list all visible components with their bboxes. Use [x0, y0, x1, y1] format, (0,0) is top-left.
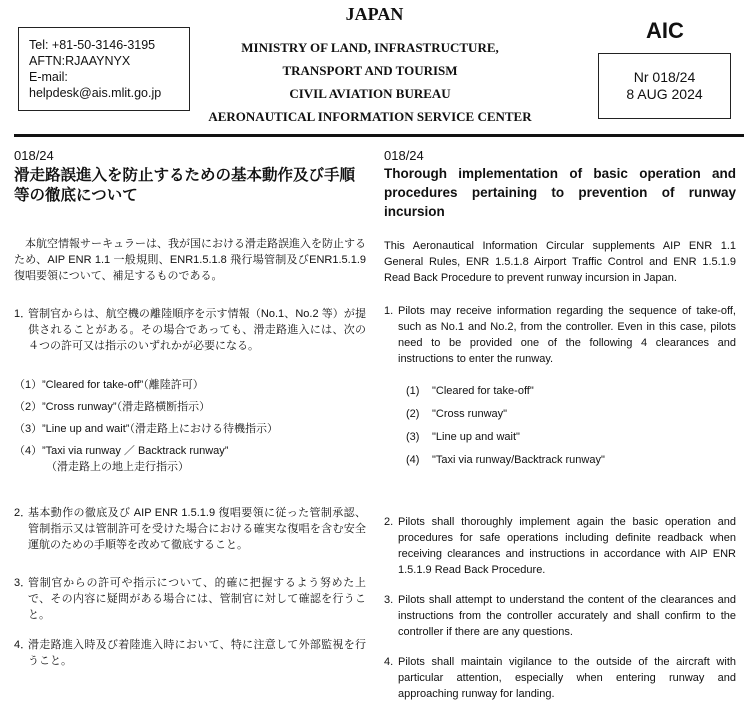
item-number: 3.	[384, 594, 394, 606]
ministry-line: AERONAUTICAL INFORMATION SERVICE CENTER	[208, 109, 532, 124]
item-1-ja	[14, 306, 366, 354]
contact-tel: Tel: +81-50-3146-3195	[29, 38, 156, 52]
item-text: Pilots shall maintain vigilance to the outside of the aircraft with particular attention, especially when entering runway and approaching runway for landing.	[398, 656, 736, 700]
aic-date: 8 AUG 2024	[626, 86, 703, 102]
item-number: 2.	[384, 516, 394, 528]
aic-number-box	[598, 53, 731, 119]
clearance-item-en	[384, 429, 736, 445]
clearance-text: "Cross runway"	[432, 408, 508, 420]
item-number: 2．	[14, 507, 32, 519]
item-number: 4．	[14, 639, 32, 651]
issuing-authority	[200, 36, 540, 128]
item-1-en	[384, 303, 736, 367]
doc-type: AIC	[646, 18, 684, 43]
item-3-en	[384, 592, 736, 640]
item-number: 4.	[384, 656, 394, 668]
clearance-text: ”Taxi via runway ／ Backtrack runway”	[42, 445, 229, 457]
clearance-number: （4）	[14, 445, 43, 457]
clearance-number: (4)	[406, 454, 420, 466]
clearance-text: "Line up and wait"	[432, 431, 520, 443]
item-text: Pilots shall attempt to understand the content of the clearances and instructions from the controller accurately and shall confirm to the controller if there are any questions.	[398, 594, 736, 638]
clearance-list-en	[384, 383, 736, 468]
intro-en: This Aeronautical Information Circular supplements AIP ENR 1.1 General Rules, ENR 1.5.1.8 Airport Traffic Control and ENR 1.5.1.9 Read Back Procedure to prevent runway incursion in Japan.	[384, 240, 736, 284]
ministry-line: MINISTRY OF LAND, INFRASTRUCTURE,	[241, 40, 499, 55]
clearance-list-ja	[14, 377, 366, 475]
clearance-text: ”Line up and wait”（滑走路上における待機指示）	[42, 423, 278, 435]
clearance-number: (2)	[406, 408, 420, 420]
clearance-item-ja	[14, 377, 366, 393]
aic-number: Nr 018/24	[633, 69, 696, 85]
item-text: 管制官からは、航空機の離陸順序を示す情報（No.1、No.2 等）が提供されることがある。その場合であっても、滑走路進入には、次の４つの許可又は指示のいずれかが必要になる。	[28, 308, 366, 352]
contact-aftn: AFTN:RJAAYNYX	[29, 54, 131, 68]
contact-email-label: E-mail:	[29, 70, 68, 84]
item-text: Pilots may receive information regarding the sequence of take-off, such as No.1 and No.2, from the controller. Even in this case, pilots need to be provided one of the following 4 clearances and instructions to enter the runway.	[398, 305, 736, 365]
header-divider	[14, 134, 744, 137]
ref-number-ja: 018/24	[14, 148, 54, 163]
ministry-line: TRANSPORT AND TOURISM	[282, 63, 458, 78]
clearance-item-ja	[14, 399, 366, 415]
country-title: JAPAN	[345, 4, 404, 24]
intro-ja: 本航空情報サーキュラーは、我が国における滑走路誤進入を防止するため、AIP ENR 1.1 一般規則、ENR1.5.1.8 飛行場管制及びENR1.5.1.9 復唱要領について、補足するものである。	[14, 238, 366, 282]
clearance-number: (3)	[406, 431, 420, 443]
title-en: Thorough implementation of basic operation and procedures pertaining to prevention of runway incursion	[384, 166, 736, 219]
clearance-number: （3）	[14, 423, 43, 435]
title-ja: 滑走路誤進入を防止するための基本動作及び手順等の徹底について	[14, 167, 356, 204]
item-text: 基本動作の徹底及び AIP ENR 1.5.1.9 復唱要領に従った管制承認、管制指示又は管制許可を受けた場合における確実な復唱を含む安全運航のための手順等を改めて徹底すること。	[28, 507, 366, 551]
clearance-item-en	[384, 406, 736, 422]
item-number: 3．	[14, 577, 32, 589]
clearance-item-ja	[14, 421, 366, 437]
clearance-text: ”Cleared for take-off”（離陸許可）	[42, 379, 204, 391]
ministry-line: CIVIL AVIATION BUREAU	[289, 86, 451, 101]
item-3-ja	[14, 575, 366, 623]
clearance-text: ”Cross runway”（滑走路横断指示）	[42, 401, 211, 413]
item-4-ja	[14, 637, 366, 669]
clearance-item-ja	[14, 443, 366, 475]
item-2-ja	[14, 505, 366, 553]
item-number: 1．	[14, 308, 32, 320]
contact-box	[18, 27, 190, 111]
contact-email: helpdesk@ais.mlit.go.jp	[29, 86, 162, 100]
item-number: 1.	[384, 305, 394, 317]
item-2-en	[384, 514, 736, 578]
clearance-number: (1)	[406, 385, 420, 397]
clearance-text: "Taxi via runway/Backtrack runway"	[432, 454, 605, 466]
clearance-number: （2）	[14, 401, 43, 413]
clearance-item-en	[384, 383, 736, 399]
japanese-column	[14, 148, 366, 669]
clearance-text: "Cleared for take-off"	[432, 385, 534, 397]
ref-number-en: 018/24	[384, 148, 424, 163]
clearance-number: （1）	[14, 379, 43, 391]
clearance-item-en	[384, 452, 736, 468]
item-text: 管制官からの許可や指示について、的確に把握するよう努めた上で、その内容に疑問がある場合には、管制官に対して確認を行うこと。	[28, 577, 366, 621]
item-text: Pilots shall thoroughly implement again the basic operation and procedures for safe operations including definite readback when receiving clearances and instructions in accordance with AIP ENR 1.5.1.9 Read Back Procedure.	[398, 516, 736, 576]
english-column	[384, 148, 736, 702]
item-4-en	[384, 654, 736, 702]
clearance-text-note: （滑走路上の地上走行指示）	[46, 461, 189, 473]
item-text: 滑走路進入時及び着陸進入時において、特に注意して外部監視を行うこと。	[28, 639, 366, 667]
